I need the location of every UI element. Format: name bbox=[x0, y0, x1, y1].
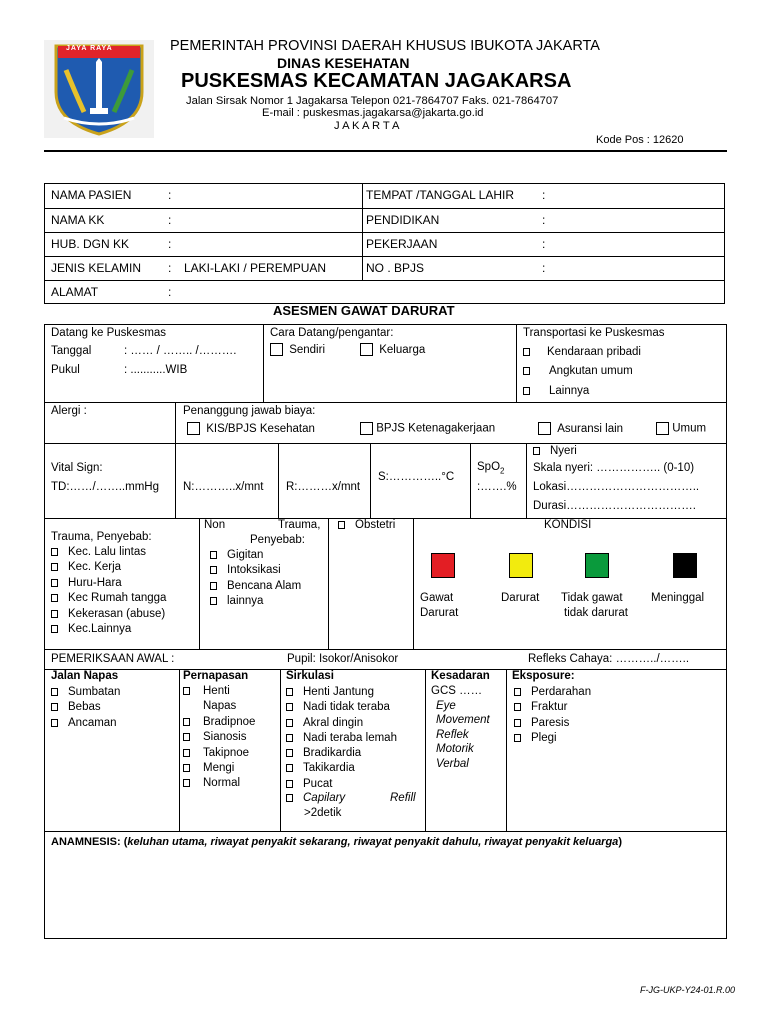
bpjs-tk-label: BPJS Ketenagakerjaan bbox=[376, 422, 496, 435]
lainnya-option[interactable] bbox=[523, 385, 589, 397]
alergi-label: Alergi : bbox=[51, 405, 87, 417]
sirkulasi-item-label: Nadi teraba lemah bbox=[303, 731, 397, 744]
trauma-item-option[interactable] bbox=[51, 622, 166, 637]
jenis-kelamin-value[interactable]: LAKI-LAKI / PEREMPUAN bbox=[184, 261, 327, 275]
checkbox-icon[interactable] bbox=[210, 551, 217, 559]
bpjs-label: NO . BPJS bbox=[366, 261, 425, 275]
angkutan-label: Angkutan umum bbox=[549, 365, 633, 377]
jalan-napas-item-label: Sumbatan bbox=[68, 686, 121, 698]
non-trauma-item-label: lainnya bbox=[227, 595, 264, 608]
eksposure-item-label: Fraktur bbox=[531, 701, 568, 714]
pernapasan-item-option[interactable] bbox=[183, 776, 255, 791]
eksposure-item-label: Paresis bbox=[531, 716, 570, 729]
non-trauma-item-option[interactable] bbox=[210, 594, 301, 609]
jenis-kelamin-label: JENIS KELAMIN bbox=[51, 261, 142, 275]
kendaraan-label: Kendaraan pribadi bbox=[547, 346, 641, 358]
checkbox-icon[interactable] bbox=[523, 348, 530, 356]
obstetri-label: Obstetri bbox=[355, 519, 396, 531]
henti-napas-label-2: Napas bbox=[203, 700, 237, 712]
kis-label: KIS/BPJS Kesehatan bbox=[206, 422, 315, 435]
r-field[interactable]: R:………x/mnt bbox=[286, 481, 361, 493]
tempat-label: TEMPAT /TANGGAL LAHIR bbox=[366, 188, 515, 202]
checkbox-icon[interactable] bbox=[286, 764, 293, 772]
checkbox-icon[interactable] bbox=[51, 610, 58, 618]
refill-label: Refill bbox=[390, 792, 416, 804]
checkbox-icon[interactable] bbox=[286, 719, 293, 727]
motorik-label: Motorik bbox=[436, 743, 474, 755]
non-trauma-word3: Penyebab: bbox=[250, 534, 305, 546]
pupil-field[interactable]: Pupil: Isokor/Anisokor bbox=[287, 653, 399, 665]
colon: : bbox=[542, 261, 546, 275]
checkbox-icon[interactable] bbox=[286, 749, 293, 757]
n-field[interactable]: N:………..x/mnt bbox=[183, 481, 264, 493]
trauma-item-option[interactable] bbox=[51, 607, 166, 622]
sirkulasi-list bbox=[286, 685, 397, 792]
checkbox-icon[interactable] bbox=[286, 734, 293, 742]
durasi-field[interactable]: Durasi……………………………. bbox=[533, 500, 696, 512]
trauma-item-label: Kekerasan (abuse) bbox=[68, 607, 166, 620]
non-trauma-item-option[interactable] bbox=[210, 563, 301, 578]
colon: : bbox=[168, 237, 172, 251]
jalan-napas-item-label: Bebas bbox=[68, 701, 101, 714]
checkbox-icon[interactable] bbox=[210, 582, 217, 590]
checkbox-icon[interactable] bbox=[514, 703, 521, 711]
checkbox-icon[interactable] bbox=[51, 703, 58, 711]
sendiri-option[interactable] bbox=[270, 343, 325, 356]
transportasi-label: Transportasi ke Puskesmas bbox=[523, 327, 665, 339]
nyeri-option[interactable] bbox=[533, 445, 577, 457]
pernapasan-item-label: Normal bbox=[203, 777, 241, 790]
tanggal-field[interactable]: : …… / …….. /………. bbox=[124, 345, 237, 357]
section-title: ASESMEN GAWAT DARURAT bbox=[273, 303, 455, 318]
lainnya-label: Lainnya bbox=[549, 385, 590, 397]
anamnesis-detail: keluhan utama, riwayat penyakit sekarang, riwayat penyakit dahulu, riwayat penyakit keluarga bbox=[127, 836, 619, 848]
header-email: E-mail : puskesmas.jagakarsa@jakarta.go.id bbox=[262, 107, 484, 119]
skala-field[interactable]: Skala nyeri: …………….. (0-10) bbox=[533, 462, 695, 474]
kondisi-meninggal: Meninggal bbox=[651, 592, 705, 604]
sendiri-label: Sendiri bbox=[289, 343, 326, 356]
trauma-item-label: Kec. Lalu lintas bbox=[68, 546, 146, 558]
refleks-field[interactable]: Refleks Cahaya: ………../…….. bbox=[528, 653, 690, 665]
logo bbox=[44, 40, 154, 138]
colon: : bbox=[168, 261, 172, 275]
sirkulasi-item-option[interactable] bbox=[286, 716, 397, 731]
pernapasan-item-label: Takipnoe bbox=[203, 746, 250, 759]
reflek-label: Reflek bbox=[436, 729, 469, 741]
kendaraan-option[interactable] bbox=[523, 346, 641, 358]
checkbox-icon[interactable] bbox=[286, 688, 293, 696]
header-line2: DINAS KESEHATAN bbox=[277, 55, 410, 71]
trauma-item-option[interactable] bbox=[51, 545, 166, 560]
spo2-text: SpO bbox=[477, 461, 501, 473]
page-title: PUSKESMAS KECAMATAN JAGAKARSA bbox=[181, 70, 572, 92]
kondisi-tidak-2: tidak darurat bbox=[564, 607, 628, 619]
kondisi-title: KONDISI bbox=[544, 519, 592, 531]
colon: : bbox=[542, 188, 546, 202]
kondisi-red-swatch[interactable] bbox=[431, 553, 455, 578]
trauma-item-label: Kec.Lainnya bbox=[68, 623, 132, 636]
asuransi-label: Asuransi lain bbox=[557, 422, 624, 435]
pemeriksaan-label: PEMERIKSAAN AWAL : bbox=[51, 653, 175, 665]
umum-checkbox[interactable] bbox=[656, 422, 669, 435]
checkbox-icon[interactable] bbox=[286, 794, 293, 802]
trauma-item-label: Kec. Kerja bbox=[68, 561, 122, 574]
kis-option[interactable] bbox=[187, 422, 315, 435]
non-trauma-word1: Non bbox=[204, 519, 226, 531]
cara-datang-label: Cara Datang/pengantar: bbox=[270, 327, 394, 339]
sirkulasi-item-option[interactable] bbox=[286, 761, 397, 776]
trauma-item-label: Kec Rumah tangga bbox=[68, 592, 167, 605]
s-field[interactable]: S:…………..°C bbox=[378, 471, 455, 483]
capilary-label: Capilary bbox=[303, 792, 346, 804]
checkbox-icon[interactable] bbox=[183, 749, 190, 757]
sirkulasi-item-option[interactable] bbox=[286, 700, 397, 715]
jalan-napas-item-label: Ancaman bbox=[68, 716, 117, 729]
capilary-option[interactable] bbox=[286, 792, 345, 804]
keluarga-option[interactable] bbox=[360, 343, 425, 356]
checkbox-icon[interactable] bbox=[533, 447, 540, 455]
colon: : bbox=[542, 213, 546, 227]
non-trauma-word2: Trauma, bbox=[278, 519, 321, 531]
logo-text: JAYA RAYA bbox=[66, 45, 113, 52]
sirkulasi-item-label: Pucat bbox=[303, 777, 333, 790]
penanggung-label: Penanggung jawab biaya: bbox=[183, 405, 316, 417]
keluarga-checkbox[interactable] bbox=[360, 343, 373, 356]
gcs-field[interactable]: GCS …… bbox=[431, 685, 483, 697]
trauma-item-option[interactable] bbox=[51, 591, 166, 606]
anamnesis-label bbox=[51, 836, 622, 848]
nama-pasien-label: NAMA PASIEN bbox=[51, 188, 132, 202]
eksposure-item-label: Perdarahan bbox=[531, 686, 592, 698]
jalan-napas-item-option[interactable] bbox=[51, 685, 120, 700]
checkbox-icon[interactable] bbox=[523, 387, 530, 395]
kis-checkbox[interactable] bbox=[187, 422, 200, 435]
kondisi-tidak-1: Tidak gawat bbox=[561, 592, 623, 604]
obstetri-option[interactable] bbox=[338, 519, 395, 531]
umum-label: Umum bbox=[672, 422, 707, 435]
trauma-item-label: Huru-Hara bbox=[68, 576, 122, 589]
checkbox-icon[interactable] bbox=[183, 733, 190, 741]
pernapasan-item-option[interactable] bbox=[183, 761, 255, 776]
nyeri-label: Nyeri bbox=[550, 445, 577, 457]
vital-label: Vital Sign: bbox=[51, 462, 103, 474]
detik-label: >2detik bbox=[304, 807, 342, 819]
sirkulasi-item-label: Bradikardia bbox=[303, 747, 362, 760]
eksposure-item-option[interactable] bbox=[514, 716, 591, 731]
henti-napas-option[interactable] bbox=[183, 685, 230, 697]
non-trauma-item-label: Gigitan bbox=[227, 549, 264, 561]
pernapasan-item-option[interactable] bbox=[183, 746, 255, 761]
verbal-label: Verbal bbox=[436, 758, 469, 770]
keluarga-label: Keluarga bbox=[379, 343, 426, 356]
colon: : bbox=[168, 188, 172, 202]
non-trauma-item-label: Bencana Alam bbox=[227, 579, 302, 592]
spo2-field[interactable]: :…….% bbox=[477, 481, 517, 493]
pernapasan-item-option[interactable] bbox=[183, 730, 255, 745]
eksposure-list bbox=[514, 685, 591, 746]
checkbox-icon[interactable] bbox=[286, 780, 293, 788]
angkutan-option[interactable] bbox=[523, 365, 633, 377]
eksposure-item-option[interactable] bbox=[514, 685, 591, 700]
sendiri-checkbox[interactable] bbox=[270, 343, 283, 356]
sirkulasi-item-label: Takikardia bbox=[303, 762, 355, 775]
eksposure-item-option[interactable] bbox=[514, 731, 591, 746]
spo2-sub: 2 bbox=[500, 466, 505, 476]
anamnesis-title: ANAMNESIS: ( bbox=[51, 836, 128, 848]
colon: : bbox=[168, 285, 172, 299]
anamnesis-close: ) bbox=[618, 836, 622, 848]
jalan-napas-list bbox=[51, 685, 120, 731]
bpjs-tk-option[interactable] bbox=[360, 422, 495, 435]
checkbox-icon[interactable] bbox=[286, 703, 293, 711]
checkbox-icon[interactable] bbox=[51, 688, 58, 696]
sirkulasi-item-label: Nadi tidak teraba bbox=[303, 701, 390, 714]
header-line1: PEMERINTAH PROVINSI DAERAH KHUSUS IBUKOTA JAKARTA bbox=[170, 38, 600, 54]
sirkulasi-item-label: Henti Jantung bbox=[303, 686, 374, 698]
trauma-item-option[interactable] bbox=[51, 576, 166, 591]
henti-label: Henti bbox=[203, 685, 230, 697]
tanggal-label: Tanggal bbox=[51, 345, 92, 357]
footer-code: F-JG-UKP-Y24-01.R.00 bbox=[640, 985, 736, 995]
pernapasan-header: Pernapasan bbox=[183, 670, 249, 682]
jalan-napas-item-option[interactable] bbox=[51, 700, 120, 715]
checkbox-icon[interactable] bbox=[51, 579, 58, 587]
checkbox-icon[interactable] bbox=[51, 719, 58, 727]
td-field[interactable]: TD:……/……..mmHg bbox=[51, 481, 159, 493]
colon: : bbox=[542, 237, 546, 251]
jalan-napas-header: Jalan Napas bbox=[51, 670, 119, 682]
pernapasan-list bbox=[183, 715, 255, 791]
pekerjaan-label: PEKERJAAN bbox=[366, 237, 438, 251]
trauma-item-option[interactable] bbox=[51, 560, 166, 575]
pernapasan-item-label: Sianosis bbox=[203, 731, 247, 744]
checkbox-icon[interactable] bbox=[51, 594, 58, 602]
pernapasan-item-label: Mengi bbox=[203, 761, 235, 774]
checkbox-icon[interactable] bbox=[338, 521, 345, 529]
checkbox-icon[interactable] bbox=[183, 718, 190, 726]
checkbox-icon[interactable] bbox=[183, 764, 190, 772]
pernapasan-item-option[interactable] bbox=[183, 715, 255, 730]
pendidikan-label: PENDIDIKAN bbox=[366, 213, 440, 227]
eksposure-item-option[interactable] bbox=[514, 700, 591, 715]
colon: : bbox=[168, 213, 172, 227]
kondisi-gawat-2: Darurat bbox=[420, 607, 459, 619]
sirkulasi-item-option[interactable] bbox=[286, 685, 397, 700]
asuransi-option[interactable] bbox=[538, 422, 623, 435]
checkbox-icon[interactable] bbox=[210, 597, 217, 605]
alamat-label: ALAMAT bbox=[51, 285, 99, 299]
kondisi-green-swatch[interactable] bbox=[585, 553, 609, 578]
hub-label: HUB. DGN KK bbox=[51, 237, 130, 251]
jalan-napas-item-option[interactable] bbox=[51, 716, 120, 731]
nama-kk-label: NAMA KK bbox=[51, 213, 105, 227]
pukul-label: Pukul bbox=[51, 364, 80, 376]
checkbox-icon[interactable] bbox=[514, 719, 521, 727]
pernapasan-item-label: Bradipnoe bbox=[203, 716, 256, 728]
umum-option[interactable] bbox=[656, 422, 706, 435]
kode-pos: Kode Pos : 12620 bbox=[596, 134, 684, 146]
header-address: Jalan Sirsak Nomor 1 Jagakarsa Telepon 021-7864707 Faks. 021-7864707 bbox=[186, 95, 559, 107]
sirkulasi-item-option[interactable] bbox=[286, 777, 397, 792]
non-trauma-item-option[interactable] bbox=[210, 579, 301, 594]
sirkulasi-item-label: Akral dingin bbox=[303, 716, 364, 729]
non-trauma-item-option[interactable] bbox=[210, 548, 301, 563]
bpjs-tk-checkbox[interactable] bbox=[360, 422, 373, 435]
asuransi-checkbox[interactable] bbox=[538, 422, 551, 435]
eksposure-item-label: Plegi bbox=[531, 731, 557, 744]
checkbox-icon[interactable] bbox=[51, 625, 58, 633]
header-divider bbox=[44, 150, 727, 152]
spo2-label bbox=[477, 461, 504, 475]
kondisi-yellow-swatch[interactable] bbox=[509, 553, 533, 578]
eksposure-header: Eksposure: bbox=[512, 670, 575, 682]
sirkulasi-item-option[interactable] bbox=[286, 731, 397, 746]
non-trauma-list bbox=[210, 548, 301, 610]
header-city: J A K A R T A bbox=[334, 120, 400, 132]
kondisi-darurat: Darurat bbox=[501, 592, 540, 604]
kondisi-black-swatch[interactable] bbox=[673, 553, 697, 578]
trauma-title: Trauma, Penyebab: bbox=[51, 531, 152, 543]
trauma-list bbox=[51, 545, 166, 637]
checkbox-icon[interactable] bbox=[51, 548, 58, 556]
kesadaran-header: Kesadaran bbox=[431, 670, 490, 682]
non-trauma-item-label: Intoksikasi bbox=[227, 564, 281, 577]
checkbox-icon[interactable] bbox=[210, 566, 217, 574]
checkbox-icon[interactable] bbox=[51, 563, 58, 571]
eye-label: Eye bbox=[436, 700, 456, 712]
checkbox-icon[interactable] bbox=[183, 779, 190, 787]
datang-label: Datang ke Puskesmas bbox=[51, 327, 167, 339]
pukul-field[interactable]: : ...........WIB bbox=[124, 364, 188, 376]
sirkulasi-item-option[interactable] bbox=[286, 746, 397, 761]
checkbox-icon[interactable] bbox=[523, 367, 530, 375]
checkbox-icon[interactable] bbox=[514, 688, 521, 696]
checkbox-icon[interactable] bbox=[514, 734, 521, 742]
lokasi-field[interactable]: Lokasi…………………………….. bbox=[533, 481, 700, 493]
kondisi-gawat-1: Gawat bbox=[420, 592, 454, 604]
checkbox-icon[interactable] bbox=[183, 687, 190, 695]
anamnesis-textarea[interactable] bbox=[48, 852, 724, 936]
movement-label: Movement bbox=[436, 714, 490, 726]
sirkulasi-header: Sirkulasi bbox=[286, 670, 334, 682]
